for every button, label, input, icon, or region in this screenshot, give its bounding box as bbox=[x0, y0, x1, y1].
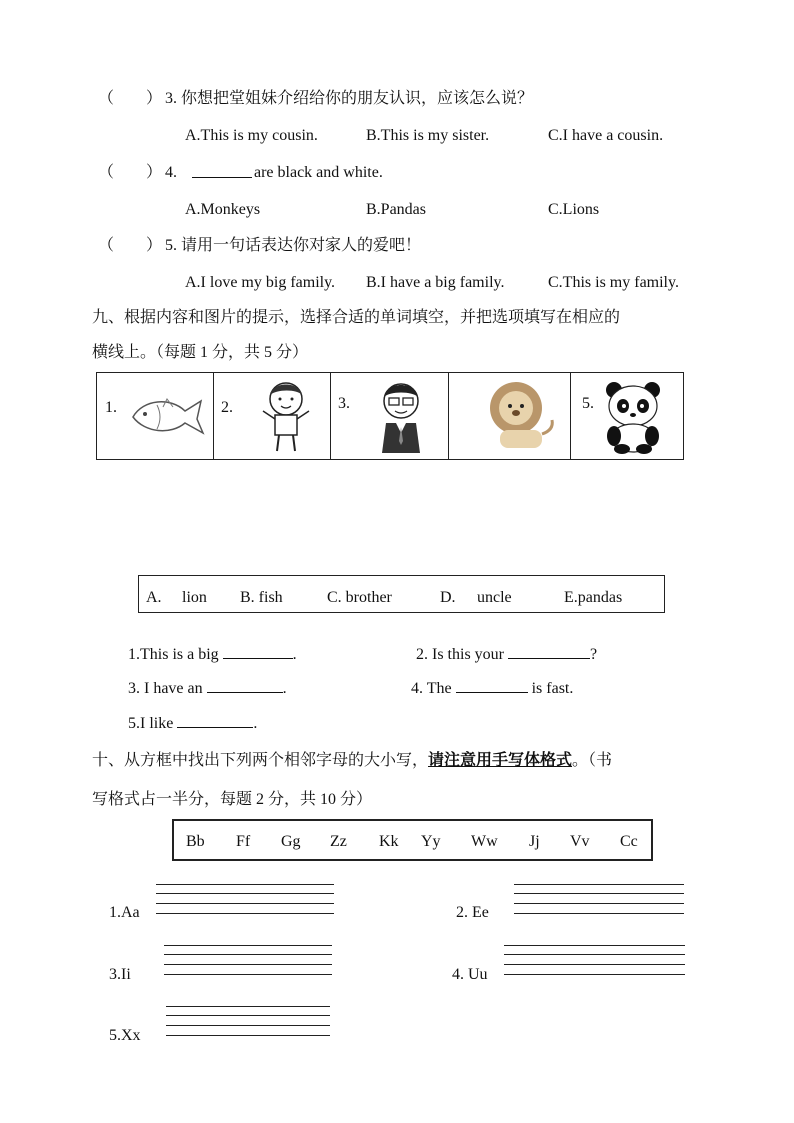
section9-title-line2: 横线上。（每题 1 分，共 5 分） bbox=[92, 344, 309, 361]
picture-number: 3. bbox=[338, 395, 350, 412]
handwriting-label-3: 3.Ii bbox=[109, 966, 131, 983]
handwriting-label-5: 5.Xx bbox=[109, 1027, 141, 1044]
handwriting-lines-2[interactable] bbox=[514, 884, 684, 916]
letter-item: Kk bbox=[379, 833, 399, 850]
q4-option-c: C.Lions bbox=[548, 201, 600, 218]
q3-stem: 3. 你想把堂姐妹介绍给你的朋友认识，应该怎么说？ bbox=[165, 90, 534, 107]
section10-title-line2: 写格式占一半分，每题 2 分，共 10 分） bbox=[92, 791, 373, 808]
handwriting-label-1: 1.Aa bbox=[109, 904, 140, 921]
sentence-4-text: 4. The bbox=[411, 680, 452, 697]
sentence-2-blank[interactable] bbox=[508, 644, 590, 659]
option-a-word: lion bbox=[182, 589, 207, 606]
option-c: C. brother bbox=[327, 589, 392, 606]
sentence-1-text: 1.This is a big bbox=[128, 646, 219, 663]
q5-option-b: B.I have a big family. bbox=[366, 274, 505, 291]
q4-option-b: B.Pandas bbox=[366, 201, 426, 218]
sentence-4 bbox=[411, 678, 573, 699]
q5-option-a: A.I love my big family. bbox=[185, 274, 336, 291]
handwriting-lines-1[interactable] bbox=[156, 884, 334, 916]
q4-stem: are black and white. bbox=[254, 164, 383, 181]
option-d-word: uncle bbox=[477, 589, 512, 606]
letter-item: Zz bbox=[330, 833, 347, 850]
man-with-glasses-icon bbox=[368, 379, 434, 455]
handwriting-label-4: 4. Uu bbox=[452, 966, 488, 983]
sentence-2 bbox=[416, 644, 597, 665]
sentence-5-blank[interactable] bbox=[177, 713, 253, 728]
letter-item: Ww bbox=[471, 833, 498, 850]
handwriting-label-2: 2. Ee bbox=[456, 904, 489, 921]
sentence-5-text: 5.I like bbox=[128, 715, 174, 732]
q3-answer-paren[interactable]: （ ） bbox=[98, 90, 163, 107]
picture-cell-5 bbox=[570, 373, 683, 459]
letter-item: Ff bbox=[236, 833, 251, 850]
letter-item: Yy bbox=[421, 833, 441, 850]
letter-item: Gg bbox=[281, 833, 301, 850]
picture-number: 2. bbox=[221, 399, 233, 416]
picture-number: 1. bbox=[105, 399, 117, 416]
q3-option-a: A.This is my cousin. bbox=[185, 127, 318, 144]
picture-cell-3 bbox=[330, 373, 449, 459]
section10-title-end: 。（书 bbox=[572, 752, 613, 769]
handwriting-lines-3[interactable] bbox=[164, 945, 332, 977]
q3-option-c: C.I have a cousin. bbox=[548, 127, 664, 144]
picture-number: 5. bbox=[582, 395, 594, 412]
q3-option-b: B.This is my sister. bbox=[366, 127, 490, 144]
q5-answer-paren[interactable]: （ ） bbox=[98, 237, 163, 254]
panda-icon bbox=[600, 378, 666, 454]
sentence-4-blank[interactable] bbox=[456, 678, 528, 693]
letter-item: Vv bbox=[570, 833, 590, 850]
word-options-box bbox=[138, 575, 665, 613]
handwriting-lines-4[interactable] bbox=[504, 945, 685, 977]
letter-box bbox=[172, 819, 653, 861]
sentence-3-blank[interactable] bbox=[207, 678, 283, 693]
picture-table bbox=[96, 372, 684, 460]
boy-icon bbox=[253, 379, 319, 455]
sentence-3-text: 3. I have an bbox=[128, 680, 203, 697]
picture-cell-2 bbox=[213, 373, 331, 459]
lion-icon bbox=[482, 378, 560, 454]
option-a-letter: A. bbox=[146, 589, 162, 606]
option-e: E.pandas bbox=[564, 589, 623, 606]
section9-title-line1: 九、根据内容和图片的提示，选择合适的单词填空，并把选项填写在相应的 bbox=[92, 309, 621, 326]
picture-cell-4 bbox=[448, 373, 571, 459]
sentence-1 bbox=[128, 644, 297, 665]
sentence-2-text: 2. Is this your bbox=[416, 646, 504, 663]
section10-title-text: 十、从方框中找出下列两个相邻字母的大小写， bbox=[92, 752, 429, 769]
option-b: B. fish bbox=[240, 589, 283, 606]
sentence-1-blank[interactable] bbox=[223, 644, 293, 659]
letter-item: Bb bbox=[186, 833, 205, 850]
sentence-3 bbox=[128, 678, 287, 699]
picture-cell-1 bbox=[97, 373, 214, 459]
q4-blank[interactable] bbox=[192, 163, 252, 184]
sentence-5 bbox=[128, 713, 257, 734]
sentence-5-end: . bbox=[253, 715, 258, 732]
q5-option-c: C.This is my family. bbox=[548, 274, 679, 291]
option-d-letter: D. bbox=[440, 589, 456, 606]
q4-answer-paren[interactable]: （ ） bbox=[98, 164, 163, 181]
q4-number: 4. bbox=[165, 164, 177, 181]
sentence-3-end: . bbox=[282, 680, 287, 697]
q5-stem: 5. 请用一句话表达你对家人的爱吧！ bbox=[165, 237, 422, 254]
q4-option-a: A.Monkeys bbox=[185, 201, 261, 218]
section10-title-emphasis: 请注意用手写体格式 bbox=[428, 752, 573, 769]
handwriting-lines-5[interactable] bbox=[166, 1006, 330, 1038]
letter-item: Cc bbox=[620, 833, 638, 850]
fish-icon bbox=[127, 387, 207, 445]
letter-item: Jj bbox=[529, 833, 540, 850]
sentence-1-end: . bbox=[292, 646, 297, 663]
section10-title-line1 bbox=[92, 751, 612, 771]
sentence-4-end: is fast. bbox=[531, 680, 574, 697]
sentence-2-end: ? bbox=[590, 646, 598, 663]
